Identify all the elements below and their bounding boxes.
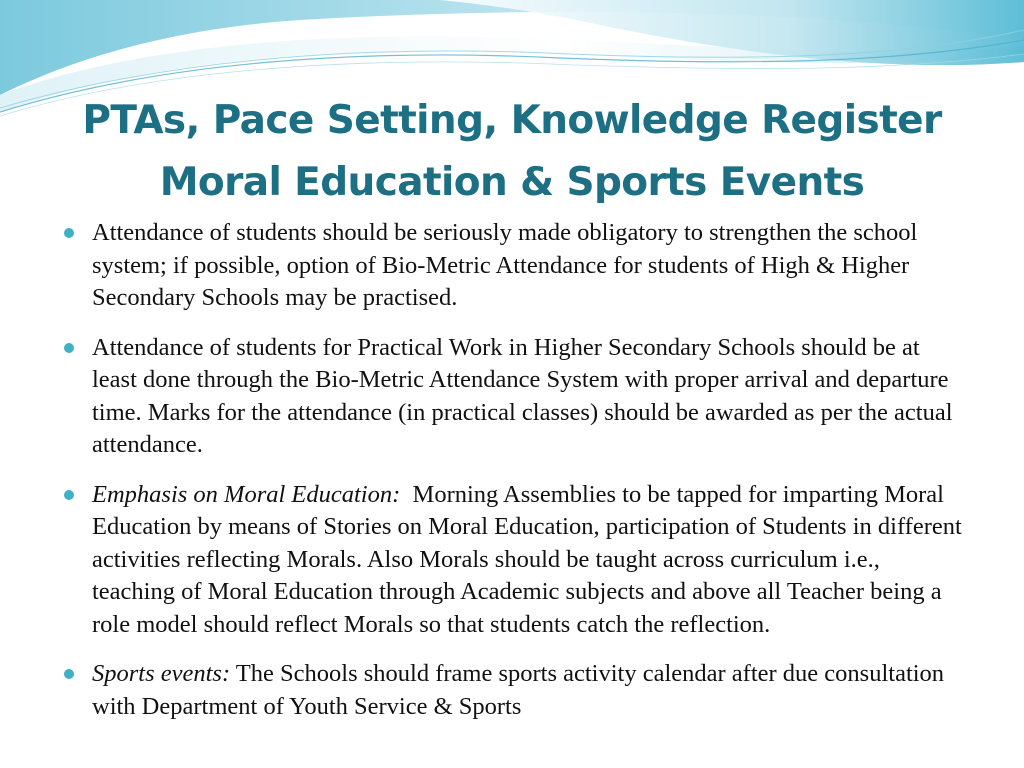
slide-title-line-1: PTAs, Pace Setting, Knowledge Register [82,98,942,143]
bullet-lead: Sports events: [92,660,231,687]
slide-title [40,90,984,214]
bullet-dot-icon [64,343,74,353]
bullet-moral-education [0,479,1024,642]
bullet-dot-icon [64,228,74,238]
bullet-dot-icon [64,490,74,500]
bullet-text: Attendance of students should be seriously made obligatory to strengthen the school system; if possible, option of Bio-Metric Attendance for students of High & Higher Secondary Schools may be practised. [92,219,918,311]
bullet-text: Morning Assemblies to be tapped for imparting Moral Education by means of Stories on Moral Education, participation of Students in different activities reflecting Morals. Also Morals should be taught across curriculum i.e., teaching of Moral Education through Academic subjects and above all Teacher being a role model should reflect Morals so that students catch the reflection. [92,480,968,638]
bullet-list [0,217,1024,740]
bullet-sports-events [0,658,1024,723]
bullet-text: Attendance of students for Practical Work in Higher Secondary Schools should be at least done through the Bio-Metric Attendance System with proper arrival and departure time. Marks for the attendance (in practical classes) should be awarded as per the actual attendance. [92,333,953,458]
bullet-lead: Emphasis on Moral Education: [92,480,401,508]
slide-title-line-2: Moral Education & Sports Events [159,160,865,205]
bullet-attendance [0,217,1024,315]
bullet-dot-icon [64,669,74,679]
bullet-text: The Schools should frame sports activity calendar after due consultation with Department of Youth Service & Sports [92,660,951,720]
bullet-practical-attendance [0,332,1024,462]
